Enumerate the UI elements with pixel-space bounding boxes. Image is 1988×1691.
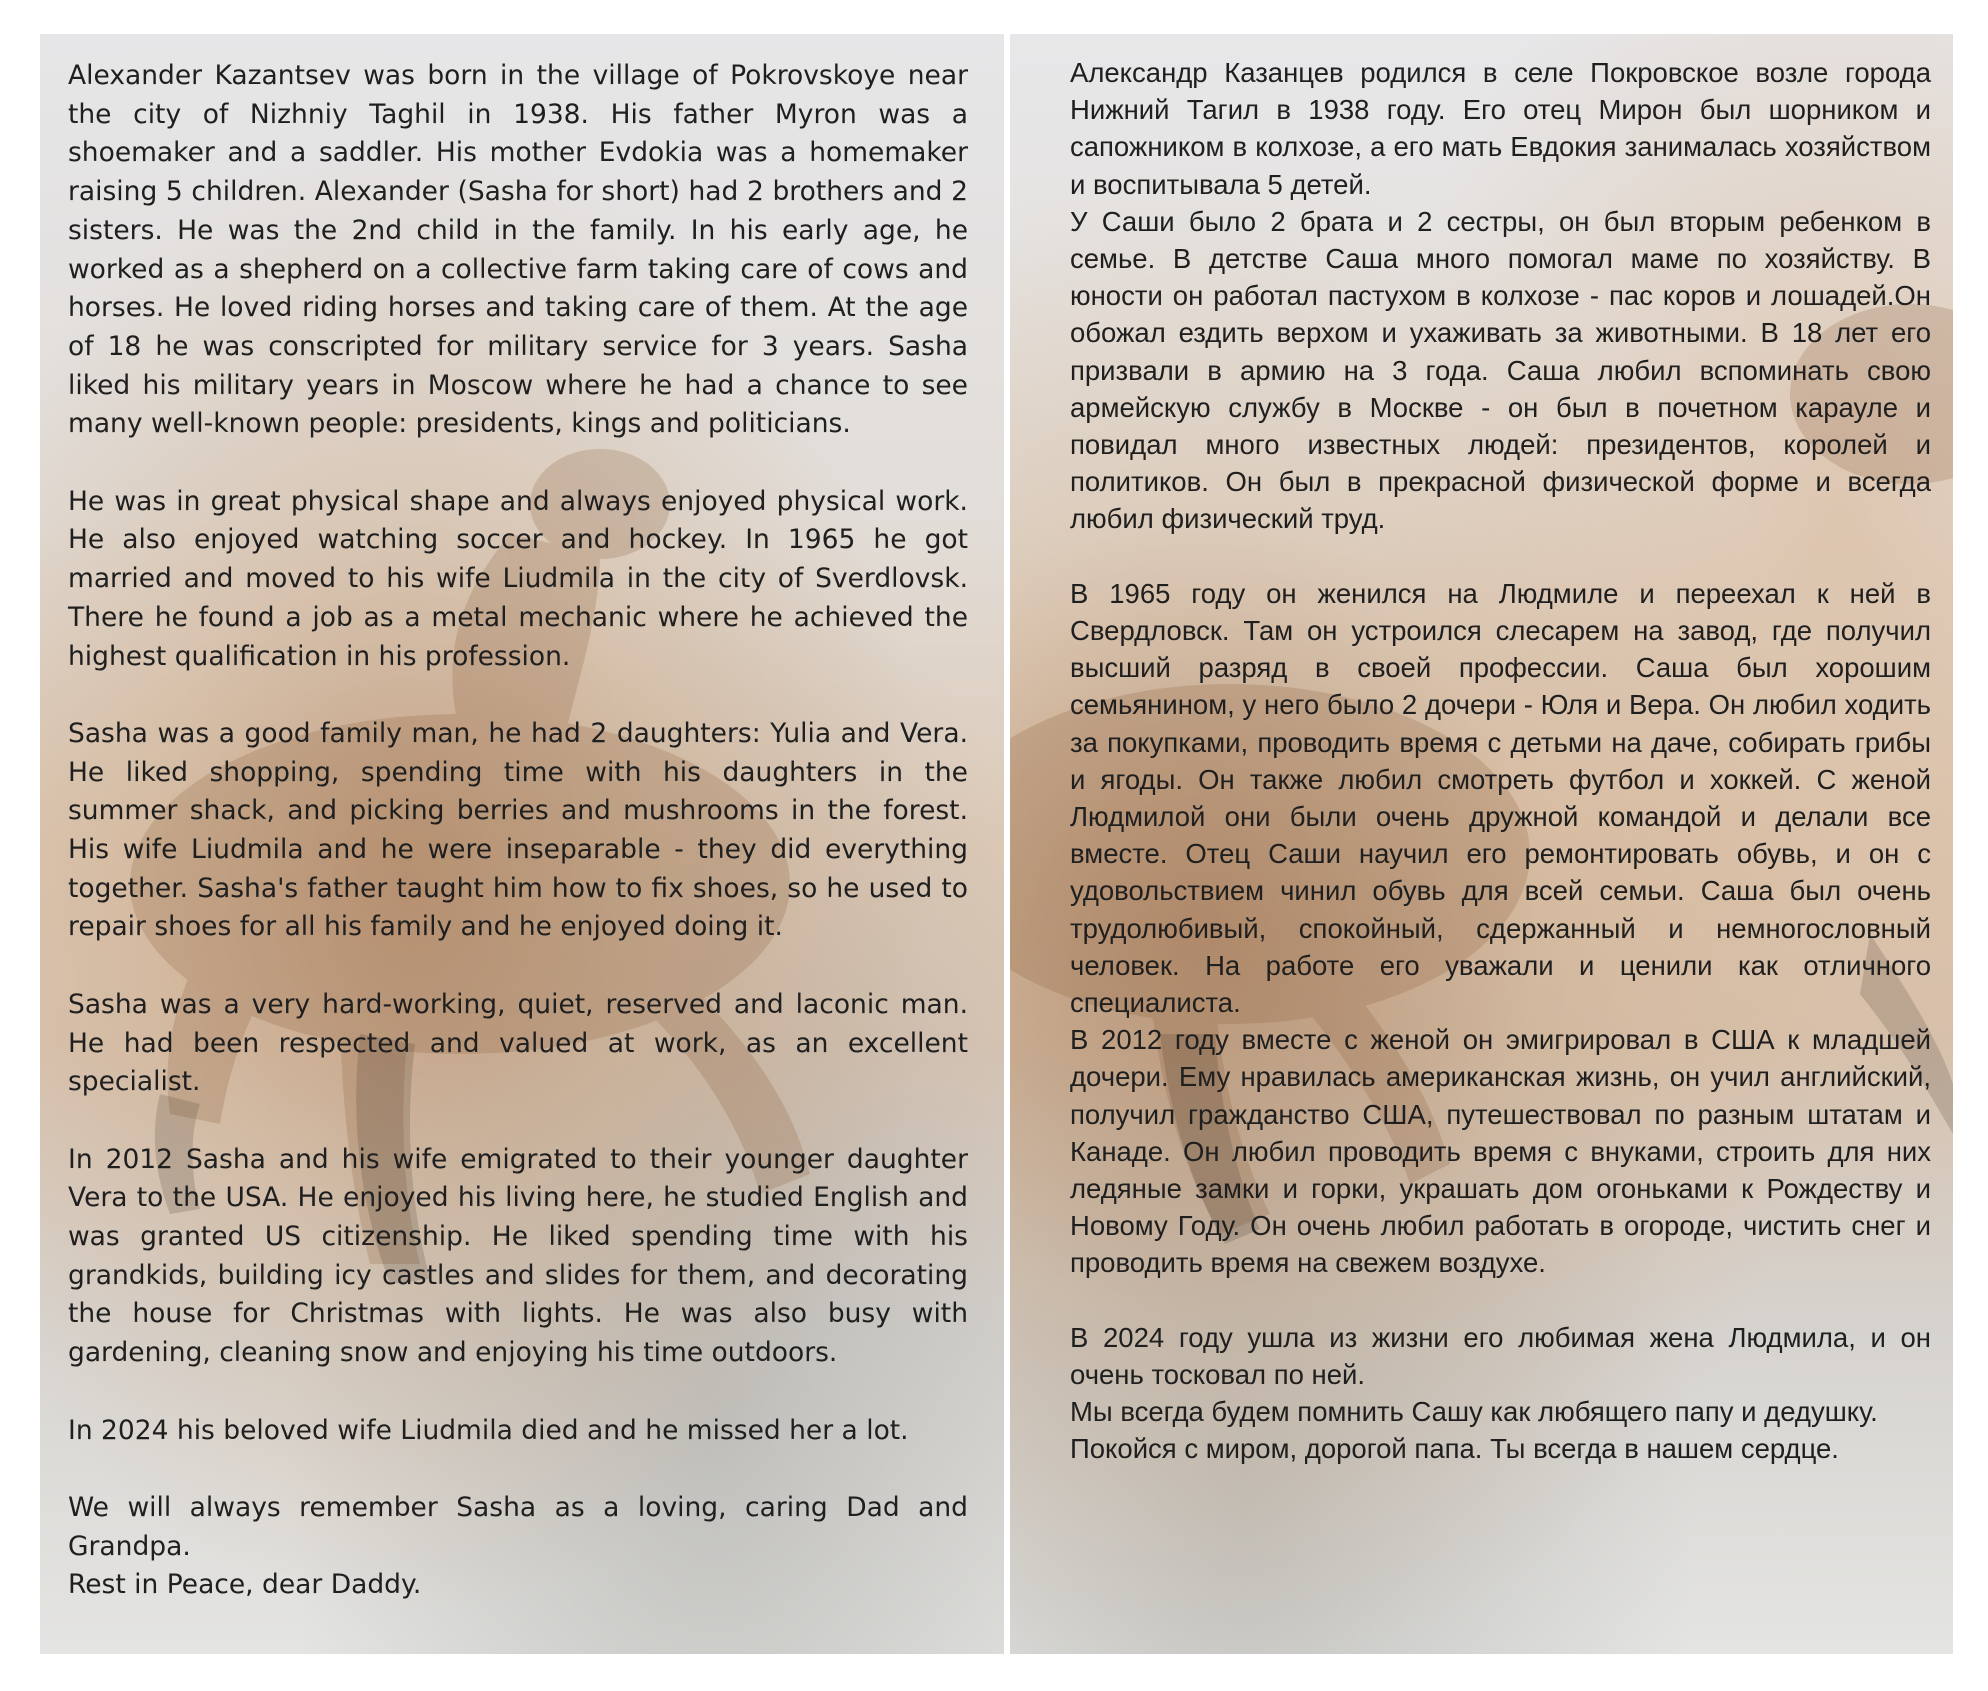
english-paragraph: Alexander Kazantsev was born in the village of Pokrovskoye near the city of Nizhniy Taghil in 1938. His father Myron was a shoemaker and a saddler. His mother Evdokia was a homemaker raising 5 children. Alexander (Sasha for short) had 2 brothers and 2 sisters. He was the 2nd child in the family. In his early age, he worked as a shepherd on a collective farm taking care of cows and horses. He loved riding horses and taking care of them. At the age of 18 he was conscripted for military service for 3 years. Sasha liked his military years in Moscow where he had a chance to see many well-known people: presidents, kings and politicians. [68,60,968,440]
english-paragraph: In 2024 his beloved wife Liudmila died and he missed her a lot. [68,1414,909,1446]
english-paragraph: We will always remember Sasha as a loving, caring Dad and Grandpa. [68,1491,968,1562]
russian-paragraph: Покойся с миром, дорогой папа. Ты всегда в нашем сердце. [1070,1433,1839,1465]
russian-paragraph: У Саши было 2 брата и 2 сестры, он был вторым ребенком в семье. В детстве Саша много помогал маме по хозяйству. В юности он работал пастухом в колхозе - пас коров и лошадей.Он обожал ездить верхом и ухаживать за животными. В 18 лет его призвали в армию на 3 года. Саша любил вспоминать свою армейскую службу в Москве - он был в почетном карауле и повидал много известных людей: президентов, королей и политиков. Он был в прекрасной физической форме и всегда любил физический труд. [1070,205,1931,535]
english-paragraph: He was in great physical shape and always enjoyed physical work. He also enjoyed watching soccer and hockey. In 1965 he got married and moved to his wife Liudmila in the city of Sverdlovsk. There he found a job as a metal mechanic where he achieved the highest qualification in his profession. [68,485,968,672]
russian-panel [1010,34,1953,1654]
english-paragraph: Sasha was a good family man, he had 2 daughters: Yulia and Vera. He liked shopping, spending time with his daughters in the summer shack, and picking berries and mushrooms in the forest. His wife Liudmila and he were inseparable - they did everything together. Sasha's father taught him how to fix shoes, so he used to repair shoes for all his family and he enjoyed doing it. [68,717,968,943]
russian-paragraph: В 2012 году вместе с женой он эмигрировал в США к младшей дочери. Ему нравилась американская жизнь, он учил английский, получил гражданство США, путешествовал по разным штатам и Канаде. Он любил проводить время с внуками, строить для них ледяные замки и горки, украшать дом огоньками к Рождеству и Новому Году. Он очень любил работать в огороде, чистить снег и проводить время на свежем воздухе. [1070,1024,1931,1279]
english-paragraph: In 2012 Sasha and his wife emigrated to their younger daughter Vera to the USA. He enjoyed his living here, he studied English and was granted US citizenship. He liked spending time with his grandkids, building icy castles and slides for them, and decorating the house for Christmas with lights. He was also busy with gardening, cleaning snow and enjoying his time outdoors. [68,1143,968,1369]
russian-paragraph: Александр Казанцев родился в селе Покровское возле города Нижний Тагил в 1938 году. Его отец Мирон был шорником и сапожником в колхозе, а его мать Евдокия занималась хозяйством и воспитывала 5 детей. [1070,57,1931,200]
russian-paragraph: Мы всегда будем помнить Сашу как любящего папу и дедушку. [1070,1396,1878,1428]
russian-paragraph: В 1965 году он женился на Людмиле и переехал к ней в Свердловск. Там он устроился слесарем на завод, где получил высший разряд в своей профессии. Саша был хорошим семьянином, у него было 2 дочери - Юля и Вера. Он любил ходить за покупками, проводить время с детьми на даче, собирать грибы и ягоды. Он также любил смотреть футбол и хоккей. С женой Людмилой они были очень дружной командой и делали все вместе. Отец Саши научил его ремонтировать обувь, и он с удовольствием чинил обувь для всей семьи. Саша был очень трудолюбивый, спокойный, сдержанный и немногословный человек. На работе его уважали и ценили как отличного специалиста. [1070,577,1931,1019]
english-panel [40,34,1004,1654]
english-closing-line: Rest in Peace, dear Daddy. [68,1569,422,1601]
english-paragraph: Sasha was a very hard-working, quiet, reserved and laconic man. He had been respected and valued at work, as an excellent specialist. [68,988,968,1098]
english-obituary-text [68,57,968,1605]
russian-paragraph: В 2024 году ушла из жизни его любимая жена Людмила, и он очень тосковал по ней. [1070,1321,1931,1391]
russian-obituary-text [1070,54,1931,1468]
